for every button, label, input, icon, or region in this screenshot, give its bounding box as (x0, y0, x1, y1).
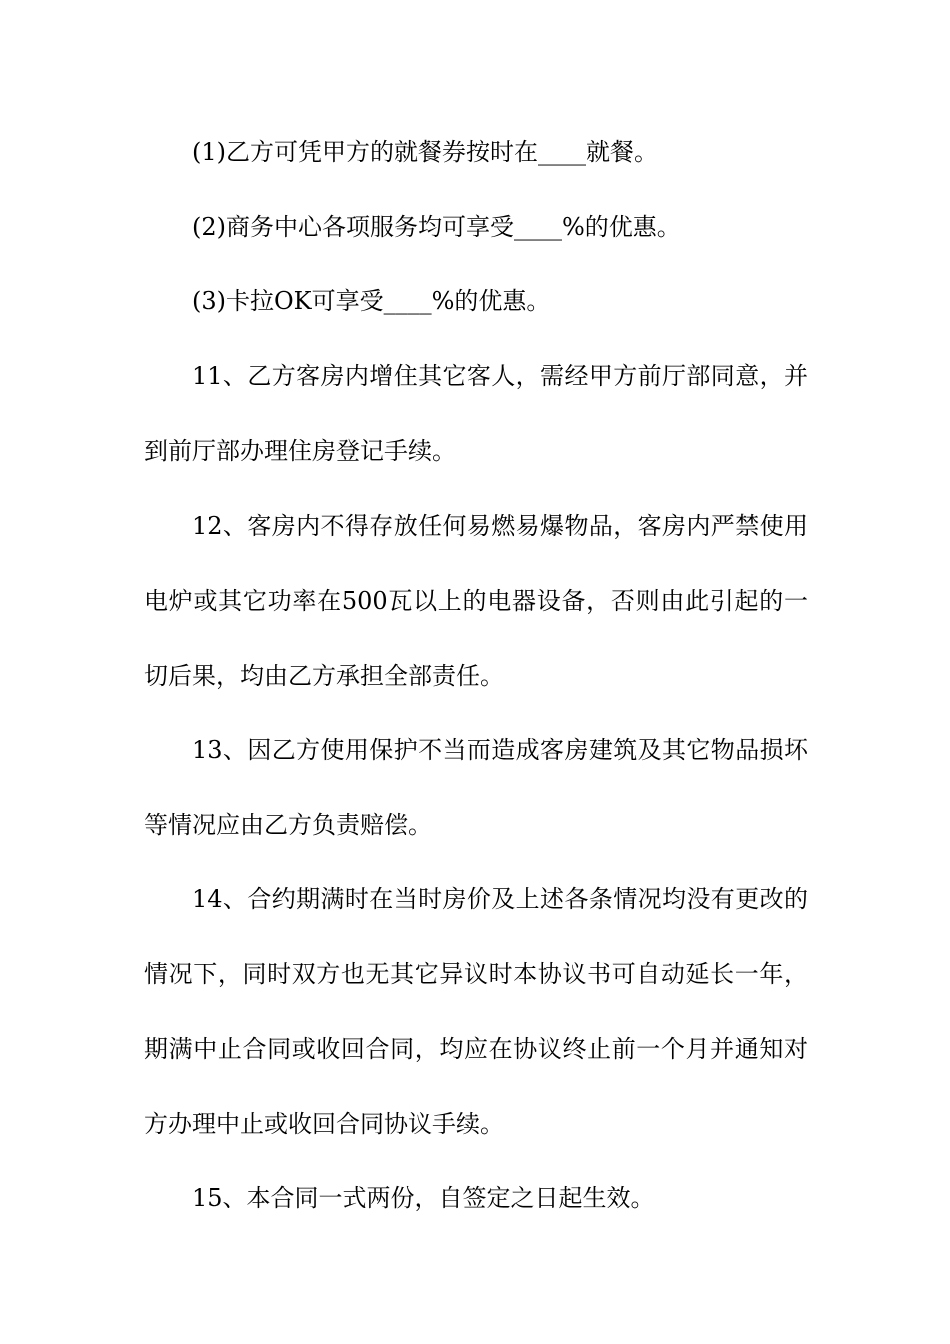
paragraph-item-1: (1)乙方可凭甲方的就餐券按时在____就餐。 (192, 138, 658, 166)
paragraph-clause-12: 12、客房内不得存放任何易燃易爆物品，客房内严禁使用电炉或其它功率在500瓦以上的电器设备，否则由此引起的一切后果，均由乙方承担全部责任。 (144, 512, 808, 690)
paragraph-clause-13: 13、因乙方使用保护不当而造成客房建筑及其它物品损坏等情况应由乙方负责赔偿。 (144, 736, 808, 839)
paragraph-clause-14: 14、合约期满时在当时房价及上述各条情况均没有更改的情况下，同时双方也无其它异议时本协议书可自动延长一年，期满中止合同或收回合同，均应在协议终止前一个月并通知对方办理中止或收回合同协议手续。 (144, 885, 808, 1138)
paragraph-item-2: (2)商务中心各项服务均可享受____%的优惠。 (192, 213, 681, 241)
paragraph-clause-11: 11、乙方客房内增住其它客人，需经甲方前厅部同意，并到前厅部办理住房登记手续。 (144, 362, 808, 465)
paragraph-clause-15: 15、本合同一式两份，自签定之日起生效。 (192, 1184, 655, 1212)
paragraph-item-3: (3)卡拉OK可享受____%的优惠。 (192, 287, 551, 315)
